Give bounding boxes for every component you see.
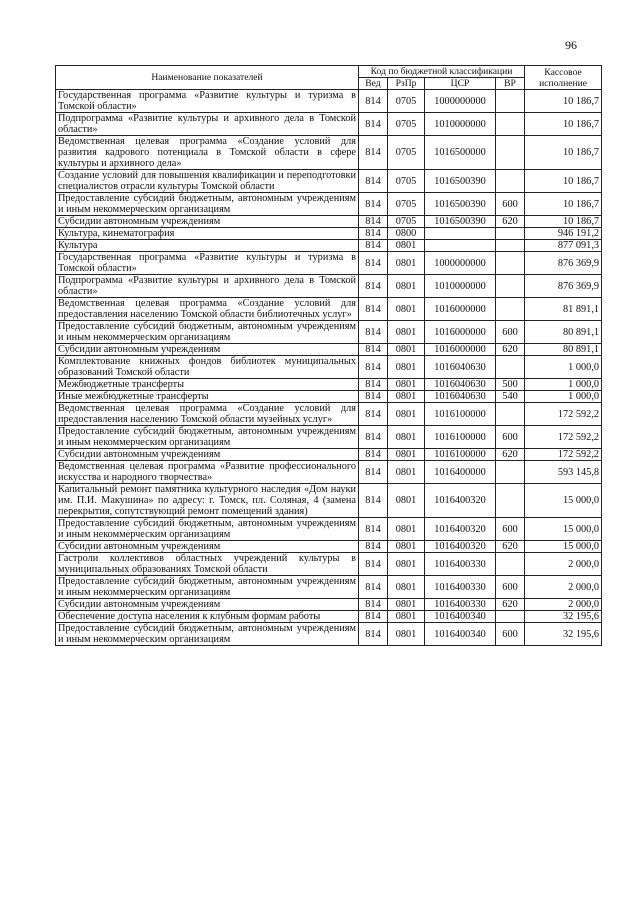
row-vr: 620 (496, 541, 525, 553)
row-name: Субсидии автономным учреждениям (56, 216, 359, 228)
row-name: Предоставление субсидий бюджетным, автономным учреждениям и иным некоммерческим организациям (56, 426, 359, 449)
row-name: Ведомственная целевая программа «Создание условий для предоставления населению Томской области библиотечных услуг» (56, 298, 359, 321)
row-csr: 1016500390 (425, 193, 496, 216)
row-vr: 600 (496, 193, 525, 216)
table-row (56, 275, 602, 298)
table-row (56, 449, 602, 461)
table-row (56, 90, 602, 113)
row-amount: 15 000,0 (525, 541, 602, 553)
row-name: Межбюджетные трансферты (56, 379, 359, 391)
row-csr: 1016400340 (425, 611, 496, 623)
row-amount: 172 592,2 (525, 449, 602, 461)
table-row (56, 228, 602, 240)
row-rzpr: 0801 (388, 403, 425, 426)
row-rzpr: 0801 (388, 240, 425, 252)
row-amount: 877 091,3 (525, 240, 602, 252)
table-row (56, 240, 602, 252)
row-vr: 600 (496, 623, 525, 646)
row-ved: 814 (359, 90, 388, 113)
row-ved: 814 (359, 170, 388, 193)
row-ved: 814 (359, 576, 388, 599)
table-row (56, 484, 602, 518)
header-vr: ВР (496, 78, 525, 90)
table-row (56, 298, 602, 321)
row-ved: 814 (359, 136, 388, 170)
row-rzpr: 0801 (388, 344, 425, 356)
row-name: Государственная программа «Развитие культуры и туризма в Томской области» (56, 252, 359, 275)
row-rzpr: 0705 (388, 136, 425, 170)
row-vr: 500 (496, 379, 525, 391)
row-ved: 814 (359, 113, 388, 136)
row-name: Подпрограмма «Развитие культуры и архивного дела в Томской области» (56, 113, 359, 136)
row-vr (496, 240, 525, 252)
row-ved: 814 (359, 541, 388, 553)
row-name: Предоставление субсидий бюджетным, автономным учреждениям и иным некоммерческим организациям (56, 321, 359, 344)
row-vr (496, 113, 525, 136)
row-ved: 814 (359, 391, 388, 403)
row-vr: 620 (496, 449, 525, 461)
table-body (56, 90, 602, 646)
header-budget-code: Код по бюджетной классификации (359, 66, 525, 78)
row-ved: 814 (359, 379, 388, 391)
row-csr: 1016400340 (425, 623, 496, 646)
row-name: Предоставление субсидий бюджетным, автономным учреждениям и иным некоммерческим организациям (56, 576, 359, 599)
row-vr (496, 275, 525, 298)
table-row (56, 170, 602, 193)
row-ved: 814 (359, 356, 388, 379)
table-row (56, 356, 602, 379)
row-csr: 1016000000 (425, 321, 496, 344)
row-vr (496, 298, 525, 321)
row-amount: 10 186,7 (525, 136, 602, 170)
table-row (56, 403, 602, 426)
row-csr: 1016040630 (425, 391, 496, 403)
row-csr: 1016040630 (425, 356, 496, 379)
row-ved: 814 (359, 298, 388, 321)
row-name: Капитальный ремонт памятника культурного наследия «Дом науки им. П.И. Макушина» по адресу: г. Томск, пл. Соляная, 4 (замена перекрытия, сопутствующий ремонт помещений здания) (56, 484, 359, 518)
table-row (56, 252, 602, 275)
row-csr: 1016000000 (425, 298, 496, 321)
row-csr (425, 240, 496, 252)
row-csr (425, 228, 496, 240)
table-row (56, 553, 602, 576)
row-name: Подпрограмма «Развитие культуры и архивного дела в Томской области» (56, 275, 359, 298)
row-csr: 1016400320 (425, 484, 496, 518)
row-amount: 2 000,0 (525, 576, 602, 599)
row-vr (496, 90, 525, 113)
row-ved: 814 (359, 518, 388, 541)
row-csr: 1000000000 (425, 90, 496, 113)
row-amount: 172 592,2 (525, 426, 602, 449)
row-rzpr: 0801 (388, 461, 425, 484)
row-ved: 814 (359, 321, 388, 344)
row-name: Субсидии автономным учреждениям (56, 344, 359, 356)
header-execution: Кассовое исполнение (525, 66, 602, 90)
row-name: Субсидии автономным учреждениям (56, 449, 359, 461)
row-rzpr: 0801 (388, 356, 425, 379)
row-ved: 814 (359, 216, 388, 228)
row-vr: 600 (496, 321, 525, 344)
row-ved: 814 (359, 344, 388, 356)
row-vr: 600 (496, 426, 525, 449)
row-ved: 814 (359, 553, 388, 576)
row-name: Предоставление субсидий бюджетным, автономным учреждениям и иным некоммерческим организациям (56, 518, 359, 541)
row-csr: 1016400330 (425, 576, 496, 599)
row-csr: 1016500000 (425, 136, 496, 170)
row-name: Предоставление субсидий бюджетным, автономным учреждениям и иным некоммерческим организациям (56, 623, 359, 646)
row-ved: 814 (359, 240, 388, 252)
row-csr: 1016400330 (425, 553, 496, 576)
row-vr: 620 (496, 599, 525, 611)
row-amount: 10 186,7 (525, 193, 602, 216)
row-name: Иные межбюджетные трансферты (56, 391, 359, 403)
row-rzpr: 0801 (388, 484, 425, 518)
row-ved: 814 (359, 228, 388, 240)
row-vr: 620 (496, 216, 525, 228)
row-ved: 814 (359, 426, 388, 449)
row-name: Субсидии автономным учреждениям (56, 599, 359, 611)
row-rzpr: 0801 (388, 518, 425, 541)
row-amount: 32 195,6 (525, 611, 602, 623)
row-rzpr: 0801 (388, 449, 425, 461)
row-ved: 814 (359, 484, 388, 518)
row-ved: 814 (359, 611, 388, 623)
row-csr: 1016100000 (425, 403, 496, 426)
row-amount: 10 186,7 (525, 170, 602, 193)
row-amount: 1 000,0 (525, 391, 602, 403)
header-ved: Вед (359, 78, 388, 90)
row-name: Ведомственная целевая программа «Создание условий для развития кадрового потенциала в Томской области в сфере культуры и архивного дела» (56, 136, 359, 170)
table-row (56, 541, 602, 553)
row-csr: 1000000000 (425, 252, 496, 275)
table-row (56, 576, 602, 599)
row-name: Ведомственная целевая программа «Создание условий для предоставления населению Томской области музейных услуг» (56, 403, 359, 426)
row-name: Субсидии автономным учреждениям (56, 541, 359, 553)
row-vr: 600 (496, 518, 525, 541)
row-vr: 600 (496, 576, 525, 599)
row-csr: 1016400330 (425, 599, 496, 611)
table-row (56, 379, 602, 391)
table-row (56, 426, 602, 449)
row-csr: 1016400320 (425, 518, 496, 541)
row-rzpr: 0801 (388, 391, 425, 403)
table-row (56, 623, 602, 646)
row-csr: 1016400320 (425, 541, 496, 553)
row-csr: 1016100000 (425, 426, 496, 449)
row-rzpr: 0705 (388, 170, 425, 193)
row-amount: 876 369,9 (525, 275, 602, 298)
row-name: Государственная программа «Развитие культуры и туризма в Томской области» (56, 90, 359, 113)
row-rzpr: 0801 (388, 541, 425, 553)
row-amount: 80 891,1 (525, 321, 602, 344)
table-row (56, 136, 602, 170)
row-name: Культура (56, 240, 359, 252)
page-number: 96 (565, 38, 577, 52)
row-rzpr: 0801 (388, 553, 425, 576)
header-rzpr: РзПр (388, 78, 425, 90)
row-amount: 876 369,9 (525, 252, 602, 275)
row-amount: 32 195,6 (525, 623, 602, 646)
table-row (56, 344, 602, 356)
table-row (56, 216, 602, 228)
row-name: Ведомственная целевая программа «Развитие профессионального искусства и народного творчества» (56, 461, 359, 484)
table-row (56, 113, 602, 136)
row-ved: 814 (359, 449, 388, 461)
row-csr: 1010000000 (425, 275, 496, 298)
row-rzpr: 0801 (388, 576, 425, 599)
table-row (56, 391, 602, 403)
table-row (56, 193, 602, 216)
header-name: Наименование показателей (56, 66, 359, 90)
row-name: Создание условий для повышения квалификации и переподготовки специалистов отрасли культуры Томской области (56, 170, 359, 193)
row-amount: 1 000,0 (525, 356, 602, 379)
row-rzpr: 0801 (388, 275, 425, 298)
row-vr (496, 484, 525, 518)
row-amount: 1 000,0 (525, 379, 602, 391)
row-csr: 1016500390 (425, 216, 496, 228)
row-rzpr: 0705 (388, 113, 425, 136)
row-rzpr: 0801 (388, 623, 425, 646)
row-vr (496, 228, 525, 240)
row-rzpr: 0705 (388, 90, 425, 113)
row-ved: 814 (359, 403, 388, 426)
table-header (56, 66, 602, 90)
row-ved: 814 (359, 193, 388, 216)
row-rzpr: 0801 (388, 379, 425, 391)
row-name: Предоставление субсидий бюджетным, автономным учреждениям и иным некоммерческим организациям (56, 193, 359, 216)
row-rzpr: 0801 (388, 611, 425, 623)
row-vr (496, 136, 525, 170)
row-vr (496, 403, 525, 426)
header-csr: ЦСР (425, 78, 496, 90)
row-amount: 15 000,0 (525, 518, 602, 541)
row-amount: 10 186,7 (525, 90, 602, 113)
row-amount: 10 186,7 (525, 216, 602, 228)
row-ved: 814 (359, 599, 388, 611)
row-csr: 1016100000 (425, 449, 496, 461)
row-vr (496, 461, 525, 484)
row-amount: 172 592,2 (525, 403, 602, 426)
row-vr (496, 553, 525, 576)
row-name: Гастроли коллективов областных учреждений культуры в муниципальных образованиях Томской области (56, 553, 359, 576)
row-rzpr: 0801 (388, 599, 425, 611)
row-vr: 540 (496, 391, 525, 403)
row-ved: 814 (359, 623, 388, 646)
row-name: Обеспечение доступа населения к клубным формам работы (56, 611, 359, 623)
row-csr: 1016040630 (425, 379, 496, 391)
row-vr (496, 611, 525, 623)
table-row (56, 321, 602, 344)
row-name: Комплектование книжных фондов библиотек муниципальных образований Томской области (56, 356, 359, 379)
row-csr: 1010000000 (425, 113, 496, 136)
row-vr (496, 252, 525, 275)
row-csr: 1016500390 (425, 170, 496, 193)
row-amount: 946 191,2 (525, 228, 602, 240)
row-amount: 81 891,1 (525, 298, 602, 321)
row-rzpr: 0801 (388, 298, 425, 321)
row-rzpr: 0801 (388, 321, 425, 344)
row-name: Культура, кинематография (56, 228, 359, 240)
row-rzpr: 0801 (388, 252, 425, 275)
row-vr: 620 (496, 344, 525, 356)
table-row (56, 518, 602, 541)
row-amount: 15 000,0 (525, 484, 602, 518)
row-csr: 1016000000 (425, 344, 496, 356)
row-amount: 80 891,1 (525, 344, 602, 356)
row-rzpr: 0800 (388, 228, 425, 240)
row-ved: 814 (359, 461, 388, 484)
row-amount: 2 000,0 (525, 553, 602, 576)
row-rzpr: 0705 (388, 216, 425, 228)
row-vr (496, 356, 525, 379)
row-amount: 10 186,7 (525, 113, 602, 136)
row-ved: 814 (359, 275, 388, 298)
row-ved: 814 (359, 252, 388, 275)
row-rzpr: 0705 (388, 193, 425, 216)
row-amount: 2 000,0 (525, 599, 602, 611)
table-row (56, 461, 602, 484)
table-row (56, 599, 602, 611)
row-amount: 593 145,8 (525, 461, 602, 484)
row-vr (496, 170, 525, 193)
row-csr: 1016400000 (425, 461, 496, 484)
budget-table (55, 65, 602, 646)
table-row (56, 611, 602, 623)
row-rzpr: 0801 (388, 426, 425, 449)
